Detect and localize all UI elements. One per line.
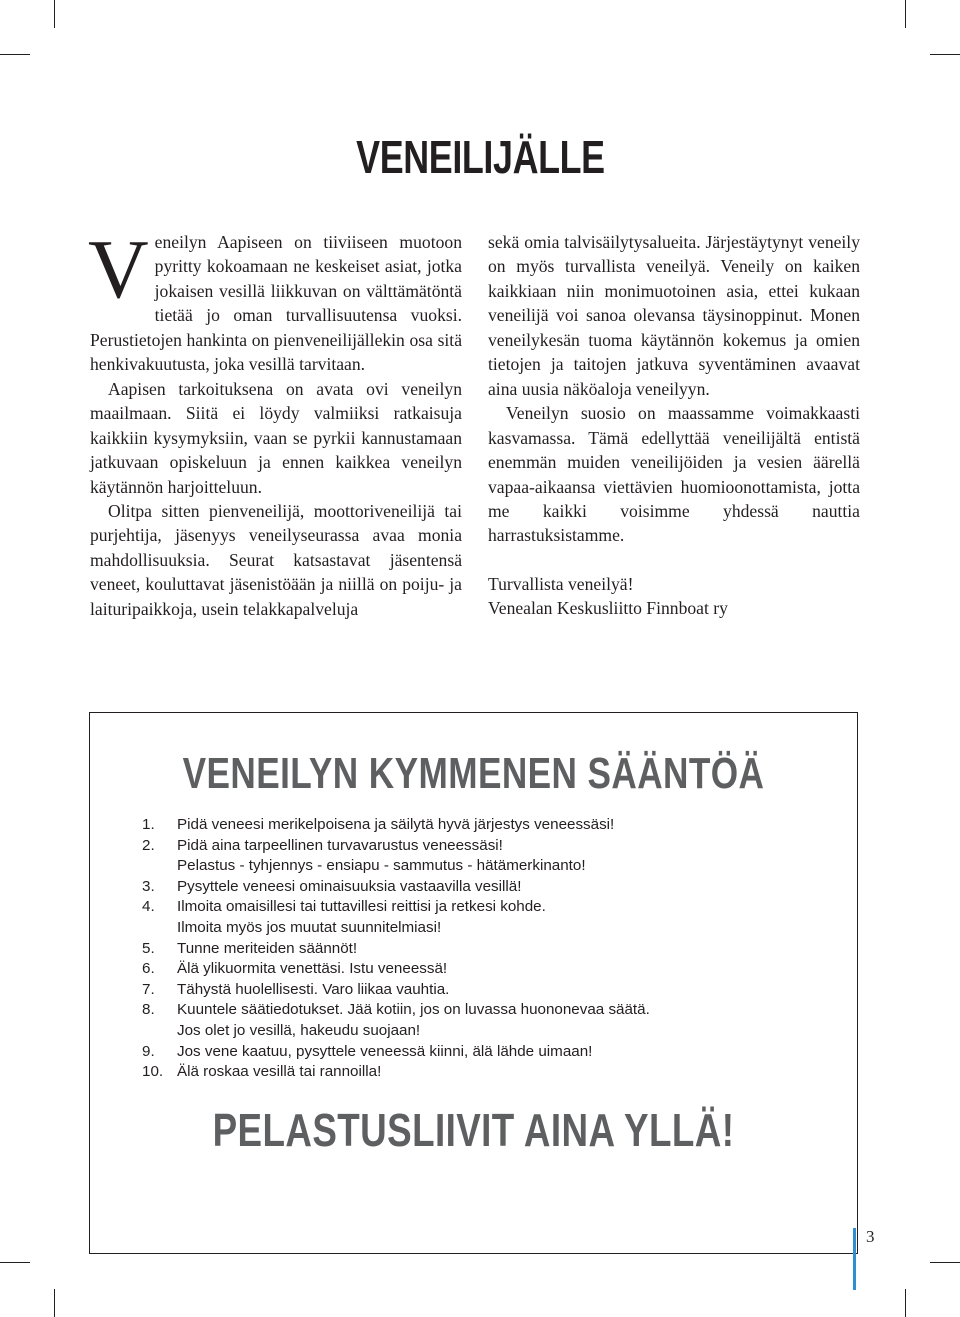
intro-paragraph: sekä omia talvisäilytysalueita. Järjestäytynyt veneily on myös turvallista veneilyä. Veneily on kaiken kaikkiaan niin monimuotoinen asia, ettei kukaan veneilijä voi sanoa olevansa täysinoppinut. Monen veneilykesän tuoma käytännön kokemus ja omien tietojen ja taitojen jatkuva syventäminen avaavat aina uusia näköaloja veneilyyn. [488, 232, 860, 399]
rule-item [142, 815, 782, 836]
rule-number: 7. [142, 980, 155, 998]
rule-number: 6. [142, 960, 155, 978]
rule-item [142, 836, 782, 877]
closing-line: Turvallista veneilyä! [488, 573, 634, 594]
rule-text: Kuuntele säätiedotukset. Jää kotiin, jos on luvassa huononevaa säätä. [177, 1001, 650, 1019]
crop-mark [905, 0, 906, 28]
rule-text: Jos olet jo vesillä, hakeudu suojaan! [177, 1021, 421, 1039]
page-title: VENEILIJÄLLE [356, 131, 605, 183]
page-marker-bar [853, 1228, 856, 1290]
rule-text: Pidä aina tarpeellinen turvavarustus veneessäsi! [177, 836, 503, 854]
rule-item [142, 1000, 782, 1041]
rule-text: Jos vene kaatuu, pysyttele veneessä kiinni, älä lähde uimaan! [177, 1042, 593, 1060]
rule-text: Ilmoita myös jos muutat suunnitelmiasi! [177, 918, 442, 936]
crop-mark [54, 0, 55, 28]
crop-mark [930, 54, 960, 55]
crop-mark [930, 1262, 960, 1263]
rule-text: Tähystä huolellisesti. Varo liikaa vauhtia. [177, 980, 450, 998]
intro-paragraph: Aapisen tarkoituksena on avata ovi veneilyn maailmaan. Siitä ei löydy valmiiksi ratkaisuja kaikkiin kysymyksiin, vaan se pyrkii kannustamaan jatkuvaan opiskeluun ja ennen kaikkea veneilyn käytännön harjoitteluun. [90, 378, 462, 497]
drop-cap: V [88, 223, 149, 316]
rule-number: 1. [142, 816, 155, 833]
rule-item [142, 877, 782, 898]
rule-item [142, 1042, 782, 1063]
rule-number: 3. [142, 877, 155, 895]
signature: Venealan Keskusliitto Finnboat ry [488, 598, 728, 619]
rules-box [89, 712, 858, 1254]
life-jacket-slogan: PELASTUSLIIVIT AINA YLLÄ! [212, 1104, 735, 1156]
rule-number: 5. [142, 939, 155, 957]
crop-mark [54, 1289, 55, 1317]
intro-paragraph: Olitpa sitten pienveneilijä, moottoriveneilijä tai purjehtija, jäsenyys veneilyseurassa avaa monia mahdollisuuksia. Seurat katsastavat jäsentensä veneet, kouluttavat jäsenistöään ja niillä on poiju- ja laituripaikkoja, usein telakkapalveluja [90, 500, 462, 619]
intro-right-column [488, 230, 860, 621]
crop-mark [0, 54, 30, 55]
page-number: 3 [866, 1227, 875, 1246]
rule-item [142, 897, 782, 938]
rules-heading: VENEILYN KYMMENEN SÄÄNTÖÄ [182, 749, 765, 798]
rule-item [142, 939, 782, 960]
rule-item [142, 959, 782, 980]
rule-text: Pysyttele veneesi ominaisuuksia vastaavilla vesillä! [177, 877, 522, 895]
crop-mark [0, 1262, 30, 1263]
rule-text: Älä ylikuormita venettäsi. Istu veneessä! [177, 960, 448, 978]
rule-text: Pidä veneesi merikelpoisena ja säilytä hyvä järjestys veneessäsi! [177, 816, 615, 833]
intro-left-column [88, 223, 462, 621]
rule-number: 9. [142, 1042, 155, 1060]
rule-item [142, 980, 782, 1001]
intro-paragraph: Veneilyn suosio on maassamme voimakkaasti kasvamassa. Tämä edellyttää veneilijältä entistä enemmän muiden veneilijöiden ja vesien äärellä vapaa-aikaansa viettävien huomioonottamista, jotta me kaikki voisimme yhdessä nauttia harrastuksistamme. [488, 403, 860, 546]
crop-mark [905, 1289, 906, 1317]
rule-text: Tunne meriteiden säännöt! [177, 939, 358, 957]
rule-number: 8. [142, 1001, 155, 1019]
intro-paragraph: eneilyn Aapiseen on tiiviiseen muotoon pyritty kokoamaan ne keskeiset asiat, jotka jokaisen vesillä liikkuvan on välttämätöntä tietää jo oman turvallisuutensa vuoksi. Perustietojen hankinta on pienveneilijällekin osa sitä henkivakuutusta, joka vesillä tarvitaan. [90, 232, 462, 375]
rule-text: Pelastus - tyhjennys - ensiapu - sammutus - hätämerkinanto! [177, 857, 586, 875]
rule-item [142, 1062, 782, 1083]
rule-number: 4. [142, 898, 155, 916]
rule-text: Ilmoita omaisillesi tai tuttavillesi reittisi ja retkesi kohde. [177, 898, 546, 916]
rule-number: 2. [142, 836, 155, 854]
rules-list [142, 815, 782, 1083]
rule-number: 10. [142, 1063, 164, 1081]
rule-text: Älä roskaa vesillä tai rannoilla! [177, 1063, 382, 1081]
